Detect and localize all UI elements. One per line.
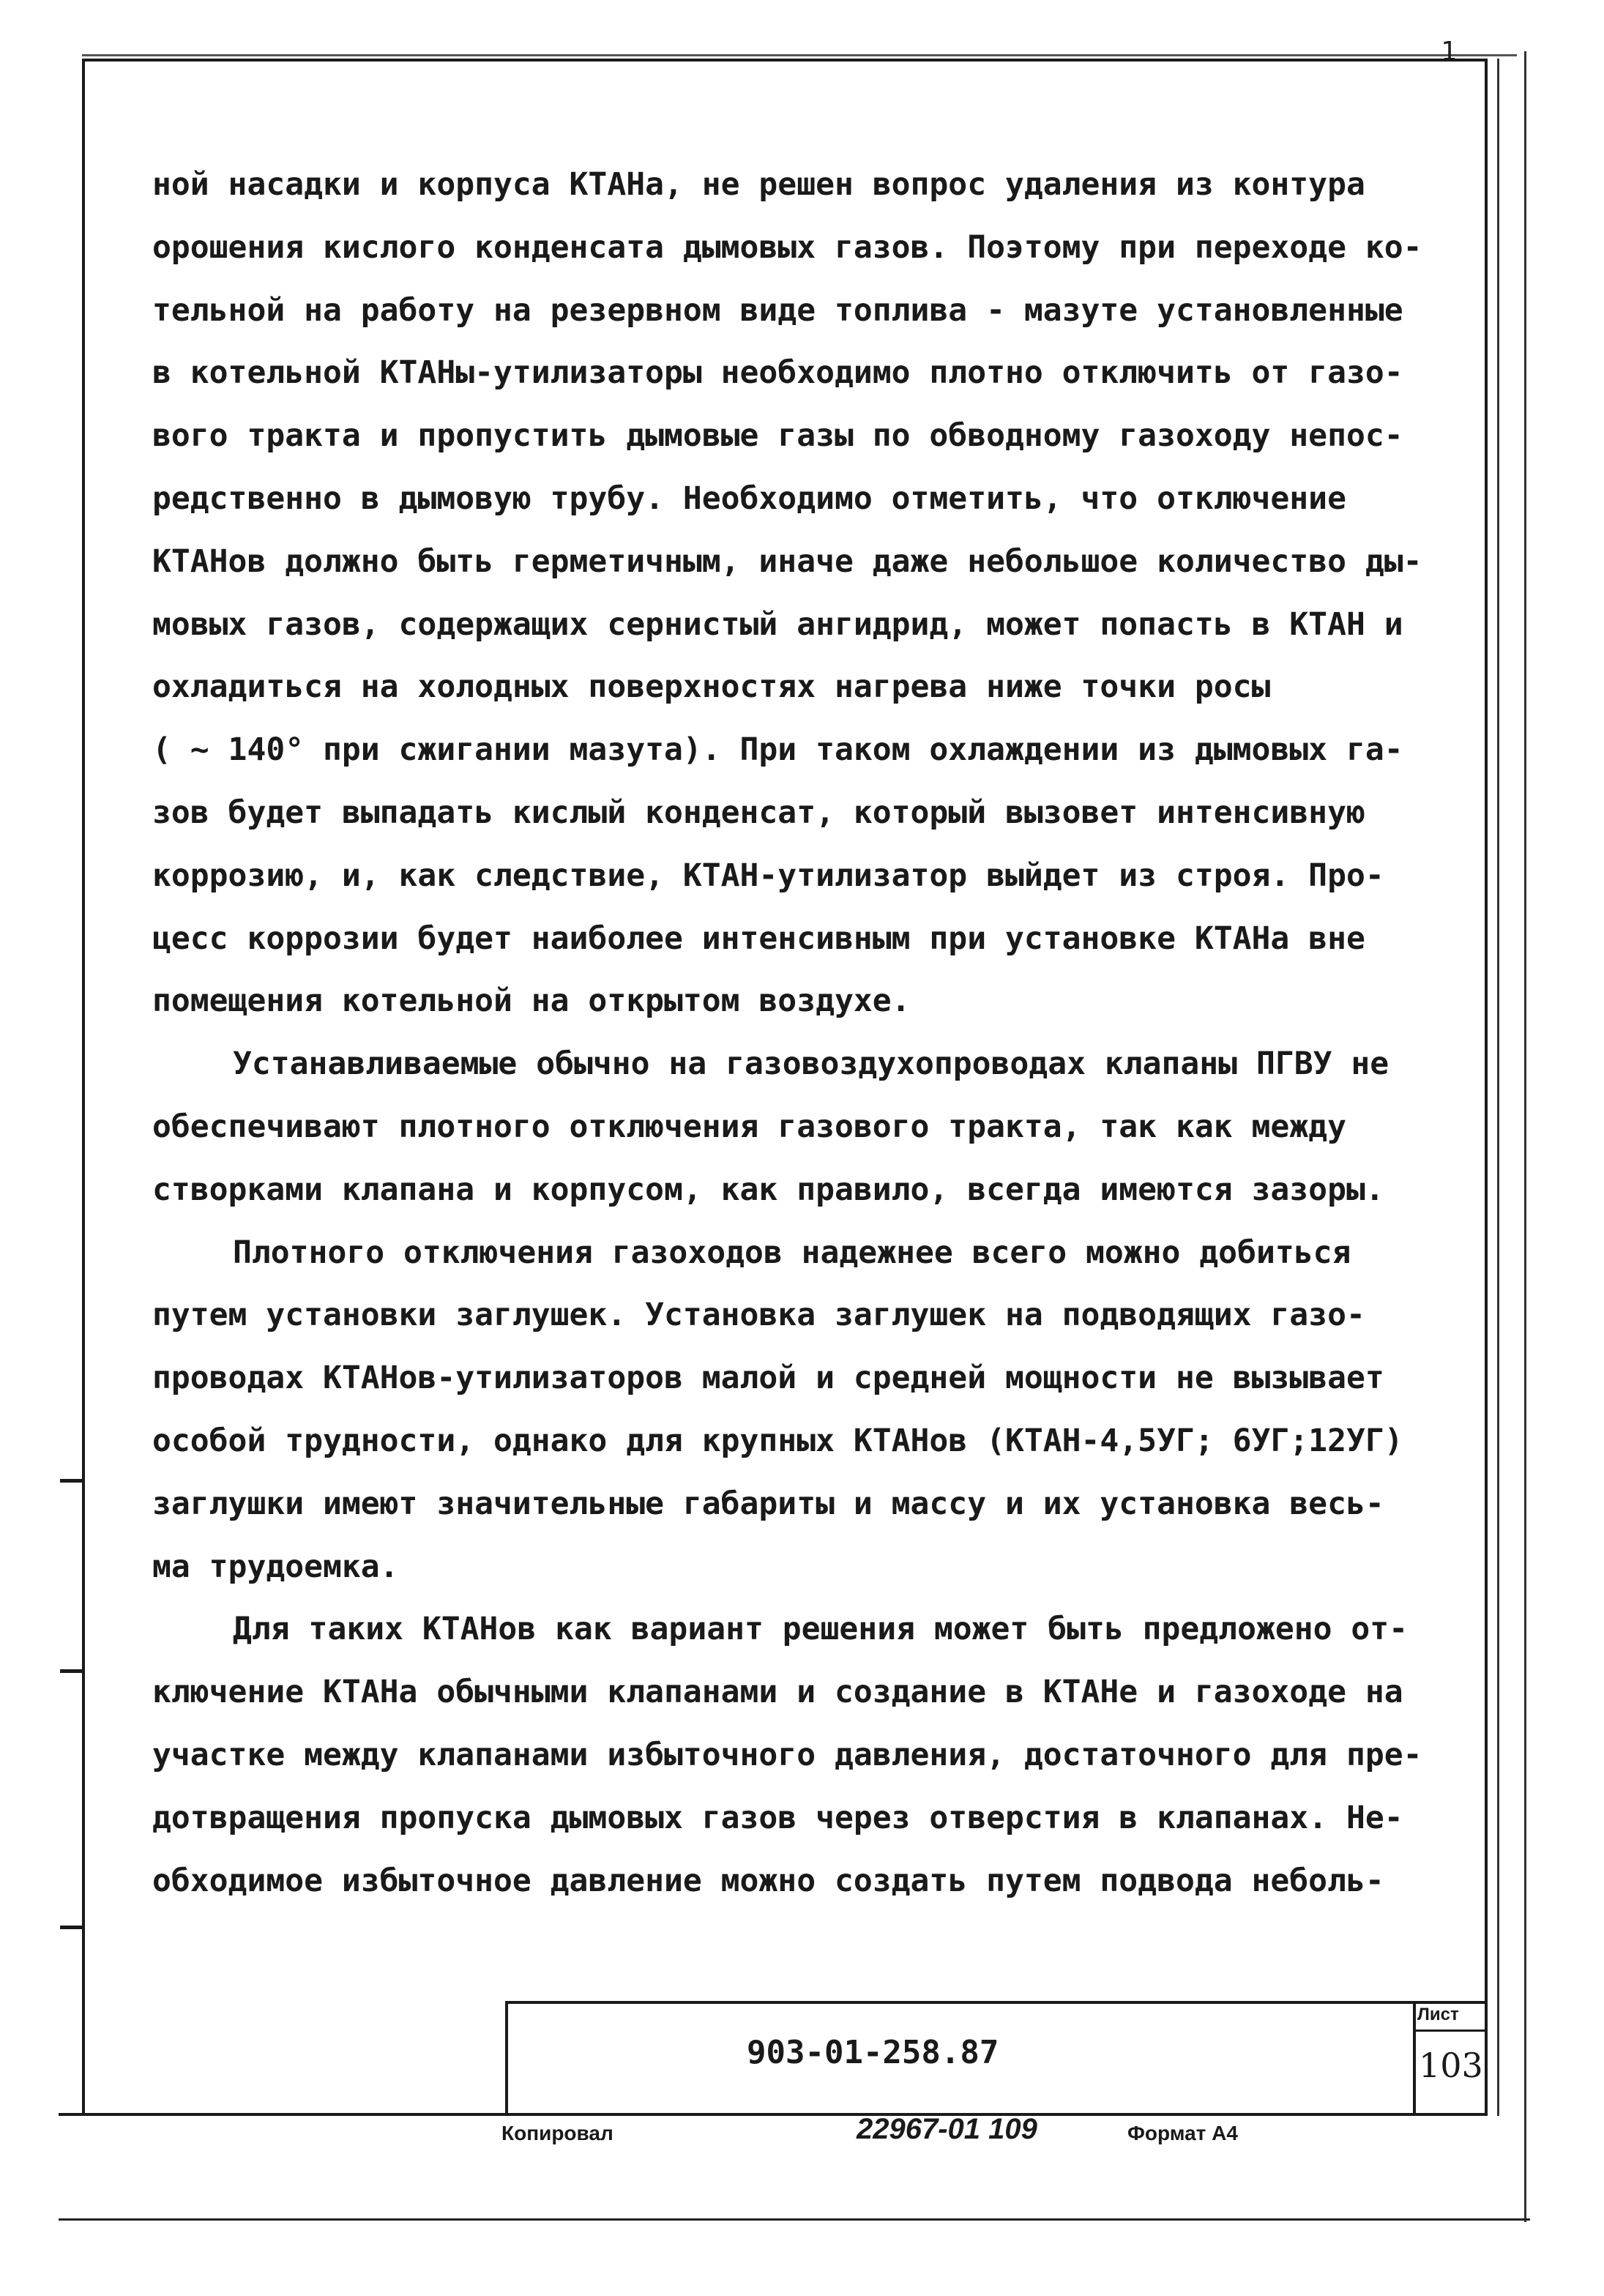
- format-label: Формат А4: [1127, 2122, 1238, 2144]
- frame-right-line: [1497, 59, 1499, 2116]
- text-line: вого тракта и пропустить дымовые газы по обводному газоходу непос-: [152, 417, 1403, 455]
- paragraph: [152, 1598, 1441, 1912]
- text-line: заглушки имеют значительные габариты и массу и их установка весь-: [152, 1485, 1384, 1522]
- text-line: коррозию, и, как следствие, КТАН-утилизатор выйдет из строя. Про-: [152, 857, 1384, 894]
- text-line: цесс коррозии будет наиболее интенсивным при установке КТАНа вне: [152, 920, 1365, 957]
- binding-tick: [60, 1479, 85, 1483]
- binding-tick: [60, 1669, 85, 1673]
- right-outer-line: [1524, 51, 1526, 2222]
- text-line: ключение КТАНа обычными клапанами и создание в КТАНе и газоходе на: [152, 1674, 1403, 1711]
- text-line: путем установки заглушек. Установка заглушек на подводящих газо-: [152, 1297, 1365, 1334]
- text-line: редственно в дымовую трубу. Необходимо отметить, что отключение: [152, 480, 1346, 517]
- copy-number: 22967-01 109: [857, 2113, 1037, 2145]
- text-line: обходимое избыточное давление можно создать путем подвода неболь-: [152, 1862, 1384, 1899]
- text-line: створками клапана и корпусом, как правило, всегда имеются зазоры.: [152, 1171, 1384, 1208]
- text-line: в котельной КТАНы-утилизаторы необходимо плотно отключить от газо-: [152, 354, 1403, 392]
- sheet-number: 103: [1419, 2046, 1483, 2085]
- text-line: ной насадки и корпуса КТАНа, не решен вопрос удаления из контура: [152, 166, 1365, 203]
- text-line: орошения кислого конденсата дымовых газов. Поэтому при переходе ко-: [152, 228, 1422, 266]
- text-line: ( ~ 140° при сжигании мазута). При таком охлаждении из дымовых га-: [152, 731, 1403, 769]
- text-line: охладиться на холодных поверхностях нагрева ниже точки росы: [152, 668, 1271, 706]
- paragraph: [152, 154, 1441, 1033]
- sheet-divider: [1413, 2029, 1488, 2032]
- paragraph: [152, 1222, 1441, 1599]
- text-line: Устанавливаемые обычно на газовоздухопроводах клапаны ПГВУ не: [233, 1046, 1389, 1083]
- text-line: ма трудоемка.: [152, 1548, 399, 1585]
- bottom-trim-line: [59, 2218, 1530, 2221]
- frame-bottom-extension: [59, 2113, 88, 2116]
- text-line: зов будет выпадать кислый конденсат, который вызовет интенсивную: [152, 794, 1365, 831]
- top-border-line: [82, 54, 1517, 56]
- text-line: тельной на работу на резервном виде топлива - мазуте установленные: [152, 291, 1403, 329]
- text-line: мовых газов, содержащих сернистый ангидрид, может попасть в КТАН и: [152, 605, 1403, 643]
- document-body: [152, 154, 1441, 1912]
- text-line: Плотного отключения газоходов надежнее всего можно добиться: [233, 1234, 1351, 1271]
- text-line: обеспечивают плотного отключения газового тракта, так как между: [152, 1108, 1346, 1145]
- paragraph: [152, 1033, 1441, 1221]
- document-code: 903-01-258.87: [747, 2034, 999, 2071]
- text-line: помещения котельной на открытом воздухе.: [152, 983, 911, 1020]
- sheet-label: Лист: [1417, 2005, 1459, 2024]
- text-line: участке между клапанами избыточного давления, достаточного для пре-: [152, 1736, 1422, 1773]
- text-line: Для таких КТАНов как вариант решения может быть предложено от-: [233, 1611, 1409, 1648]
- text-line: КТАНов должно быть герметичным, иначе даже небольшое количество ды-: [152, 543, 1422, 580]
- text-line: дотвращения пропуска дымовых газов через отверстия в клапанах. Не-: [152, 1799, 1403, 1836]
- copied-label: Копировал: [501, 2122, 613, 2144]
- corner-mark: 1: [1441, 37, 1457, 67]
- binding-tick: [60, 1926, 85, 1929]
- text-line: особой трудности, однако для крупных КТАНов (КТАН-4,5УГ; 6УГ;12УГ): [152, 1422, 1403, 1459]
- text-line: проводах КТАНов-утилизаторов малой и средней мощности не вызывает: [152, 1360, 1384, 1397]
